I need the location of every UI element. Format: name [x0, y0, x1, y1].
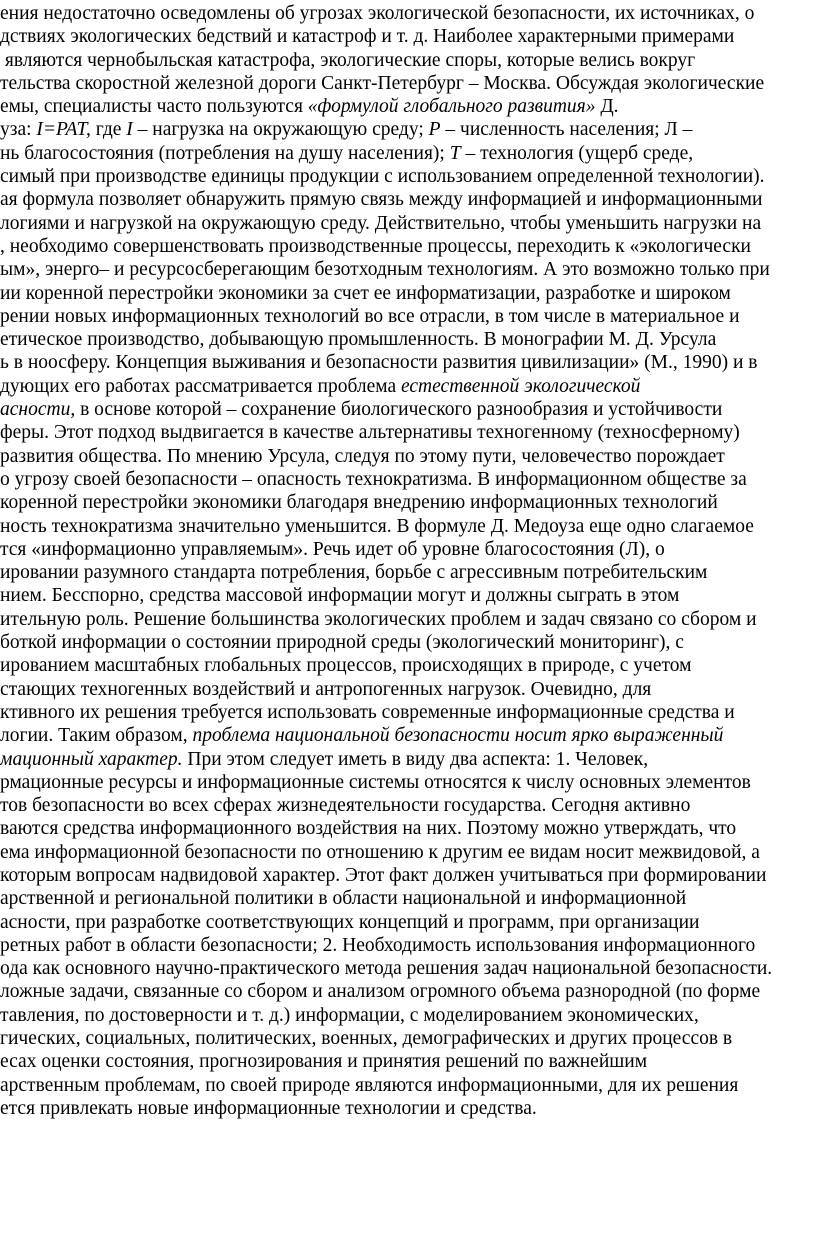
text-segment: нием. Бесспорно, средства массовой информации могут и должны сыграть в этом — [0, 585, 680, 607]
text-line — [0, 1004, 816, 1027]
text-line — [0, 957, 816, 980]
text-line — [0, 118, 816, 141]
text-segment: логии. Таким образом, — [0, 725, 193, 747]
text-line — [0, 235, 816, 258]
text-segment: ретных работ в области безопасности; 2. Необходимость использования информационного — [0, 934, 756, 956]
text-segment: арственной и региональной политики в области национальной и информационной — [0, 888, 687, 910]
text-segment: гических, социальных, политических, военных, демографических и других процессов в — [0, 1028, 733, 1050]
text-segment: ваются средства информационного воздействия на них. Поэтому можно утверждать, что — [0, 818, 737, 840]
text-line — [0, 934, 816, 957]
text-line — [0, 864, 816, 887]
text-line — [0, 1074, 816, 1097]
text-line — [0, 328, 816, 351]
text-line — [0, 72, 816, 95]
text-segment: рмационные ресурсы и информационные системы относятся к числу основных элементов — [0, 771, 751, 793]
text-segment: ложные задачи, связанные со сбором и анализом огромного объема разнородной (по форме — [0, 981, 761, 1003]
text-line — [0, 212, 816, 235]
text-line — [0, 631, 816, 654]
text-line — [0, 561, 816, 584]
text-segment: Д. — [595, 96, 619, 118]
text-line — [0, 887, 816, 910]
text-line — [0, 817, 816, 840]
text-line — [0, 491, 816, 514]
text-line — [0, 468, 816, 491]
text-line — [0, 305, 816, 328]
italic-text-segment: естественной экологической — [401, 375, 641, 397]
text-segment: арственным проблемам, по своей природе являются информационными, для их решения — [0, 1074, 739, 1096]
text-segment: есах оценки состояния, прогнозирования и принятия решений по важнейшим — [0, 1051, 648, 1073]
text-line — [0, 1050, 816, 1073]
text-line — [0, 1027, 816, 1050]
text-line — [0, 188, 816, 211]
text-line — [0, 980, 816, 1003]
italic-text-segment: T — [449, 142, 461, 164]
text-segment: логиями и нагрузкой на окружающую среду. Действительно, чтобы уменьшить нагрузки на — [0, 212, 762, 234]
italic-text-segment: I — [126, 119, 133, 141]
text-line — [0, 515, 816, 538]
text-segment: – технология (ущерб среде, — [460, 142, 694, 164]
text-line — [0, 398, 816, 421]
text-segment: симый при производстве единицы продукции с использованием определенной технологии). — [0, 166, 765, 188]
text-segment: тов безопасности во всех сферах жизнедеятельности государства. Сегодня активно — [0, 795, 691, 817]
text-segment: нь благосостояния (потребления на душу населения); — [0, 142, 450, 164]
text-line — [0, 701, 816, 724]
text-segment: стающих техногенных воздействий и антропогенных нагрузок. Очевидно, для — [0, 678, 652, 700]
text-segment: ения недостаточно осведомлены об угрозах экологической безопасности, их источниках, о — [0, 3, 755, 24]
text-line — [0, 49, 816, 72]
text-line — [0, 1097, 816, 1120]
text-segment: дующих его работах рассматривается проблема — [0, 375, 401, 397]
text-line — [0, 25, 816, 48]
text-segment: ированием масштабных глобальных процессов, происходящих в природе, с учетом — [0, 655, 692, 677]
text-line — [0, 584, 816, 607]
text-segment: , необходимо совершенствовать производственные процессы, переходить к «экологически — [0, 235, 751, 257]
italic-text-segment: I=PAT, — [36, 119, 91, 141]
text-segment: уза: — [0, 119, 37, 141]
text-segment: емы, специалисты часто пользуются — [0, 96, 308, 118]
text-line — [0, 608, 816, 631]
text-segment: ь в ноосферу. Концепция выживания и безопасности развития цивилизации» (М., 1990) и в — [0, 352, 758, 374]
text-line — [0, 678, 816, 701]
text-line — [0, 748, 816, 771]
text-line — [0, 911, 816, 934]
text-line — [0, 794, 816, 817]
text-segment: ность технократизма значительно уменьшится. В формуле Д. Медоуза еще одно слагаемое — [0, 515, 754, 537]
text-line — [0, 538, 816, 561]
text-segment: ктивного их решения требуется использовать современные информационные средства и — [0, 701, 735, 723]
text-line — [0, 95, 816, 118]
text-segment: ода как основного научно-практического метода решения задач национальной безопасности. — [0, 958, 773, 980]
italic-text-segment: «формулой глобального развития» — [307, 96, 596, 118]
text-segment: ема информационной безопасности по отношению к другим ее видам носит межвидовой, а — [0, 841, 760, 863]
text-segment: о угрозу своей безопасности – опасность технократизма. В информационном обществе за — [0, 468, 747, 490]
text-segment: етическое производство, добывающую промышленность. В монографии М. Д. Урсула — [0, 329, 717, 351]
text-line — [0, 258, 816, 281]
text-segment: тавления, по достоверности и т. д.) информации, с моделированием экономических, — [0, 1004, 699, 1026]
text-segment: ии коренной перестройки экономики за счет ее информатизации, разработке и широком — [0, 282, 731, 304]
text-segment: где — [90, 119, 127, 141]
text-line — [0, 771, 816, 794]
text-line — [0, 142, 816, 165]
text-segment: развития общества. По мнению Урсула, следуя по этому пути, человечество порождает — [0, 445, 725, 467]
text-line — [0, 282, 816, 305]
text-line — [0, 445, 816, 468]
text-segment: дствиях экологических бедствий и катастроф и т. д. Наиболее характерными примерами — [0, 26, 735, 48]
text-line — [0, 654, 816, 677]
italic-text-segment: асности, — [0, 399, 76, 421]
text-line — [0, 165, 816, 188]
text-segment: ая формула позволяет обнаружить прямую связь между информацией и информационными — [0, 189, 763, 211]
text-segment: – нагрузка на окружающую среду; — [132, 119, 429, 141]
text-segment: – численность населения; Л – — [440, 119, 693, 141]
text-segment: боткой информации о состоянии природной среды (экологический мониторинг), с — [0, 632, 684, 654]
italic-text-segment: P — [428, 119, 441, 141]
text-segment: являются чернобыльская катастрофа, экологические споры, которые велись вокруг — [0, 49, 696, 71]
text-segment: ется привлекать новые информационные технологии и средства. — [0, 1097, 537, 1119]
text-segment: ым», энерго– и ресурсосберегающим безотходным технологиям. А это возможно только при — [0, 259, 770, 281]
text-segment: рении новых информационных технологий во все отрасли, в том числе в материальное и — [0, 305, 740, 327]
text-line — [0, 421, 816, 444]
text-segment: При этом следует иметь в виду два аспекта: 1. Человек, — [182, 748, 649, 770]
text-segment: асности, при разработке соответствующих концепций и программ, при организации — [0, 911, 700, 933]
text-segment: тся «информационно управляемым». Речь идет об уровне благосостояния (Л), о — [0, 538, 665, 560]
text-segment: в основе которой – сохранение биологического разнообразия и устойчивости — [75, 399, 723, 421]
body-text — [0, 2, 816, 1120]
text-line — [0, 375, 816, 398]
text-segment: коренной перестройки экономики благодаря внедрению информационных технологий — [0, 492, 718, 514]
text-segment: тельства скоростной железной дороги Санкт-Петербург – Москва. Обсуждая экологические — [0, 72, 765, 94]
italic-text-segment: мационный характер. — [0, 748, 183, 770]
text-line — [0, 2, 816, 25]
text-segment: которым вопросам надвидовой характер. Этот факт должен учитываться при формировании — [0, 864, 767, 886]
text-segment: ировании разумного стандарта потребления, борьбе с агрессивным потребительским — [0, 562, 708, 584]
italic-text-segment: проблема национальной безопасности носит ярко выраженный — [192, 725, 724, 747]
text-line — [0, 841, 816, 864]
text-line — [0, 351, 816, 374]
text-line — [0, 724, 816, 747]
text-segment: ительную роль. Решение большинства экологических проблем и задач связано со сбором и — [0, 608, 757, 630]
text-segment: феры. Этот подход выдвигается в качестве альтернативы техногенному (техносферному) — [0, 422, 740, 444]
